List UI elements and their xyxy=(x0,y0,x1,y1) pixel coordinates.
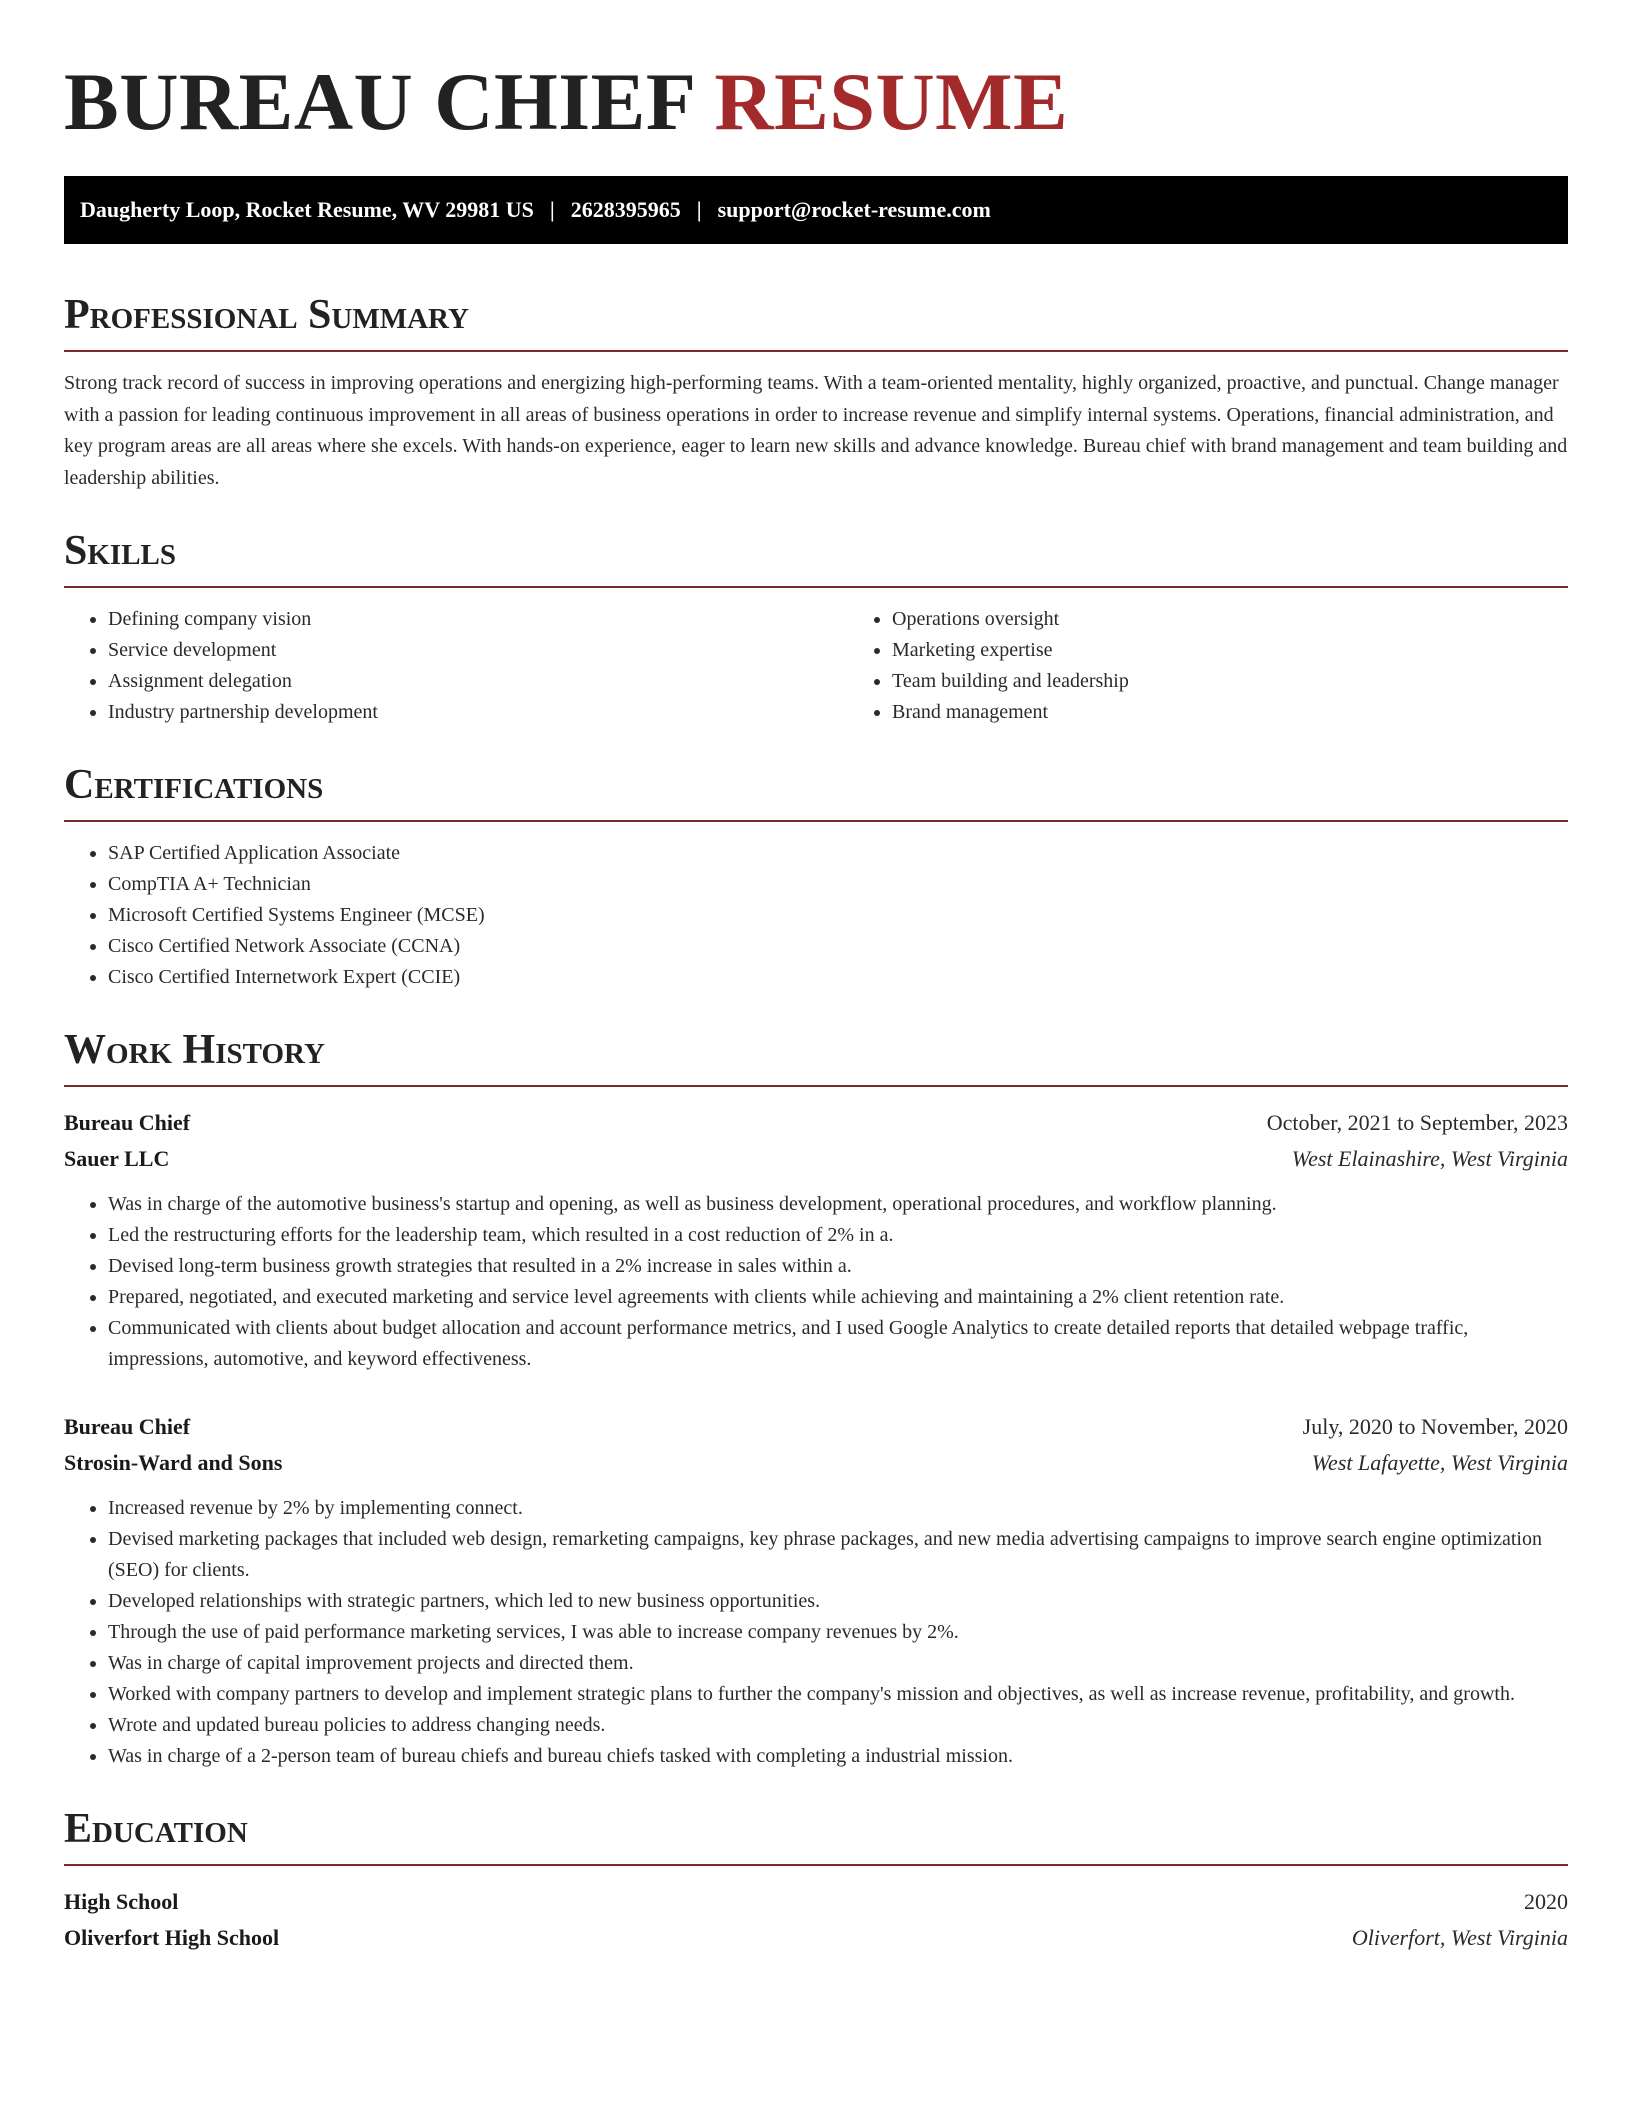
contact-phone: 2628395965 xyxy=(570,197,681,222)
job-company: Strosin-Ward and Sons xyxy=(64,1450,283,1475)
work-history-heading: Work History xyxy=(64,1023,1568,1087)
skill-item: • Brand management xyxy=(892,697,1632,728)
education-entry xyxy=(64,1884,1568,1956)
contact-bar xyxy=(64,176,1568,244)
job-bullet: • Devised long-term business growth strategies that resulted in a 2% increase in sales within a. xyxy=(108,1251,1568,1282)
skills-list-right xyxy=(848,604,1632,728)
job-dates: October, 2021 to September, 2023 xyxy=(1266,1110,1568,1135)
summary-heading: Professional Summary xyxy=(64,288,1568,352)
job-bullet: • Increased revenue by 2% by implementing connect. xyxy=(108,1493,1568,1524)
job-company-row xyxy=(64,1141,1568,1177)
skills-section xyxy=(64,524,1568,728)
job-entry xyxy=(64,1409,1568,1772)
job-bullet: • Prepared, negotiated, and executed marketing and service level agreements with clients while achieving and maintaining a 2% client retention rate. xyxy=(108,1282,1568,1313)
summary-section xyxy=(64,288,1568,494)
job-company: Sauer LLC xyxy=(64,1146,170,1171)
job-title-row xyxy=(64,1409,1568,1445)
work-history-section xyxy=(64,1023,1568,1772)
job-entry xyxy=(64,1105,1568,1375)
skill-item: • Marketing expertise xyxy=(892,635,1632,666)
education-degree: High School xyxy=(64,1889,179,1914)
job-bullet: • Led the restructuring efforts for the leadership team, which resulted in a cost reduction of 2% in a. xyxy=(108,1220,1568,1251)
certifications-section xyxy=(64,758,1568,993)
job-bullet: • Developed relationships with strategic partners, which led to new business opportunities. xyxy=(108,1586,1568,1617)
certifications-heading: Certifications xyxy=(64,758,1568,822)
job-location: West Lafayette, West Virginia xyxy=(1311,1450,1568,1475)
job-company-row xyxy=(64,1445,1568,1481)
certification-item: • Cisco Certified Internetwork Expert (CCIE) xyxy=(108,962,1568,993)
education-degree-row xyxy=(64,1884,1568,1920)
job-dates: July, 2020 to November, 2020 xyxy=(1302,1414,1568,1439)
skill-item: • Assignment delegation xyxy=(108,666,848,697)
job-bullet: • Communicated with clients about budget allocation and account performance metrics, and I used Google Analytics to create detailed reports that detailed webpage traffic, impressions, automotive, and keyword effectiveness. xyxy=(108,1313,1568,1375)
certification-item: • SAP Certified Application Associate xyxy=(108,838,1568,869)
skills-list-left xyxy=(64,604,848,728)
education-heading: Education xyxy=(64,1802,1568,1866)
certification-item: • Microsoft Certified Systems Engineer (MCSE) xyxy=(108,900,1568,931)
job-title: Bureau Chief xyxy=(64,1110,191,1135)
job-bullet: • Wrote and updated bureau policies to address changing needs. xyxy=(108,1710,1568,1741)
skill-item: • Industry partnership development xyxy=(108,697,848,728)
skill-item: • Team building and leadership xyxy=(892,666,1632,697)
job-bullet: • Through the use of paid performance marketing services, I was able to increase company revenues by 2%. xyxy=(108,1617,1568,1648)
contact-separator: | xyxy=(549,197,555,222)
contact-email: support@rocket-resume.com xyxy=(717,197,991,222)
skill-item: • Defining company vision xyxy=(108,604,848,635)
skills-heading: Skills xyxy=(64,524,1568,588)
certification-item: • Cisco Certified Network Associate (CCNA) xyxy=(108,931,1568,962)
contact-address: Daugherty Loop, Rocket Resume, WV 29981 US xyxy=(80,197,534,222)
job-bullet: • Devised marketing packages that included web design, remarketing campaigns, key phrase packages, and new media advertising campaigns to improve search engine optimization (SEO) for clients. xyxy=(108,1524,1568,1586)
job-bullets xyxy=(64,1189,1568,1375)
job-bullet: • Was in charge of a 2-person team of bureau chiefs and bureau chiefs tasked with completing a industrial mission. xyxy=(108,1741,1568,1772)
skill-item: • Service development xyxy=(108,635,848,666)
certifications-list xyxy=(64,838,1568,993)
resume-title xyxy=(64,52,1568,152)
title-main: BUREAU CHIEF xyxy=(64,56,694,147)
education-school: Oliverfort High School xyxy=(64,1925,280,1950)
job-bullet: • Worked with company partners to develop and implement strategic plans to further the company's mission and objectives, as well as increase revenue, profitability, and growth. xyxy=(108,1679,1568,1710)
job-title-row xyxy=(64,1105,1568,1141)
education-section xyxy=(64,1802,1568,1956)
title-accent: RESUME xyxy=(714,56,1069,147)
job-bullets xyxy=(64,1493,1568,1772)
education-year: 2020 xyxy=(1524,1889,1568,1914)
job-location: West Elainashire, West Virginia xyxy=(1291,1146,1568,1171)
skills-grid xyxy=(64,604,1568,728)
job-title: Bureau Chief xyxy=(64,1414,191,1439)
education-location: Oliverfort, West Virginia xyxy=(1351,1925,1568,1950)
job-bullet: • Was in charge of capital improvement projects and directed them. xyxy=(108,1648,1568,1679)
summary-text: Strong track record of success in improving operations and energizing high-performing teams. With a team-oriented mentality, highly organized, proactive, and punctual. Change manager with a passion for leading continuous improvement in all areas of business operations in order to increase revenue and simplify internal systems. Operations, financial administration, and key program areas are all areas where she excels. With hands-on experience, eager to learn new skills and advance knowledge. Bureau chief with brand management and team building and leadership abilities. xyxy=(64,372,1568,489)
job-bullet: • Was in charge of the automotive business's startup and opening, as well as business development, operational procedures, and workflow planning. xyxy=(108,1189,1568,1220)
education-school-row xyxy=(64,1920,1568,1956)
certification-item: • CompTIA A+ Technician xyxy=(108,869,1568,900)
skill-item: • Operations oversight xyxy=(892,604,1632,635)
contact-separator: | xyxy=(696,197,702,222)
